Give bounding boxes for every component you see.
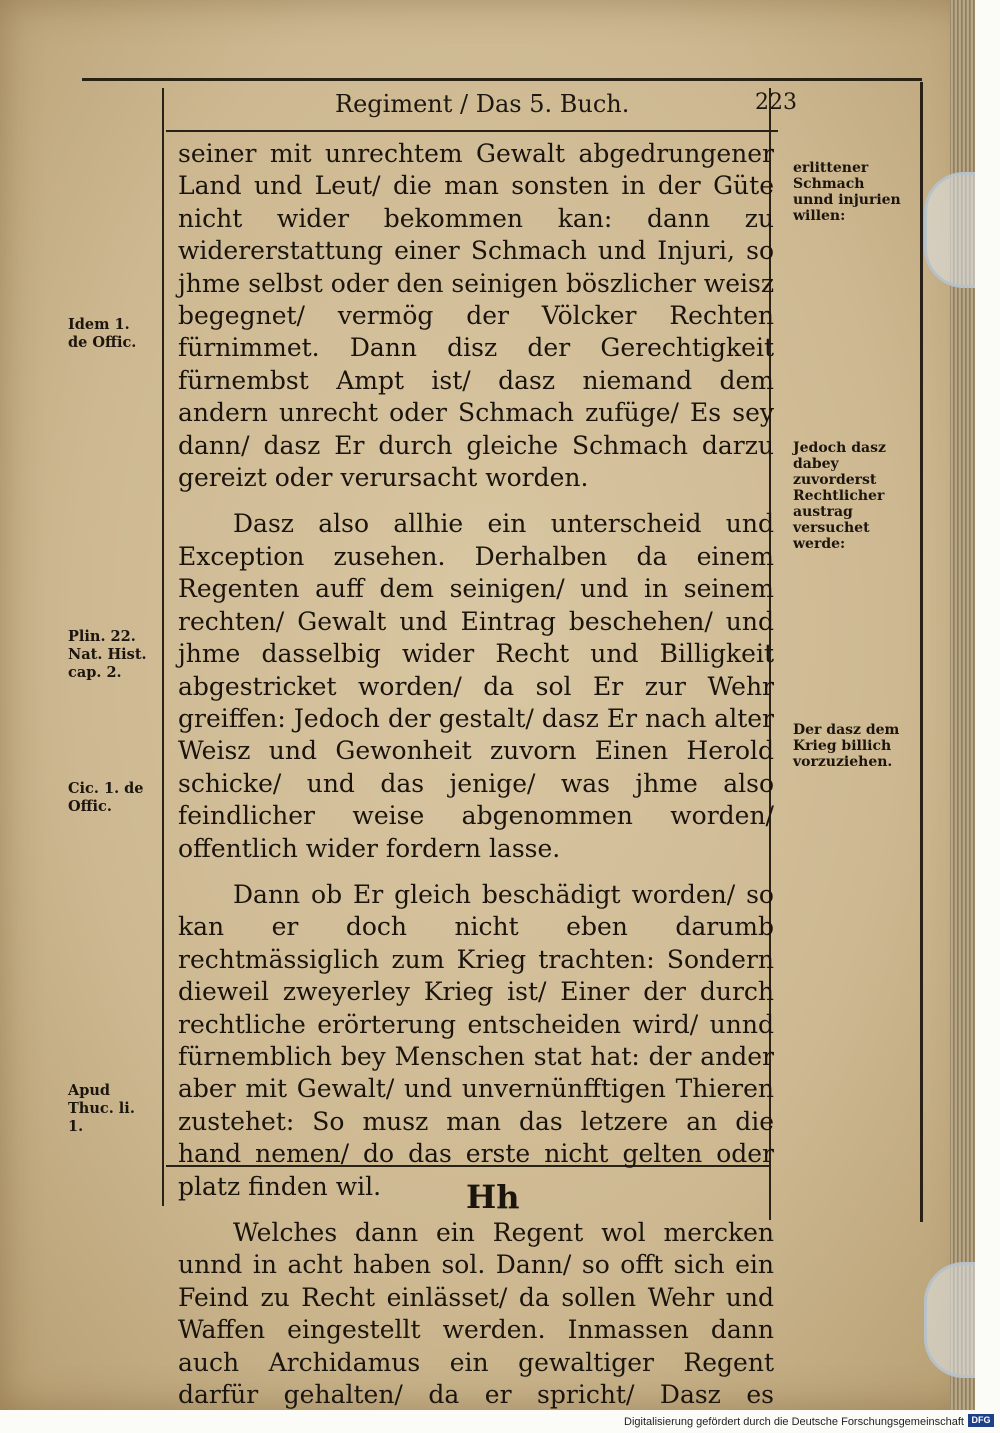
paragraph-4: Welches dann ein Regent wol mercken unnd in acht haben sol. Dann/ so offt sich ein Feind zu Recht einlässet/ da sollen Wehr und Waffen eingestellt werden. Inmassen dann auch Archidamus ein gewaltiger Regent darfür gehalten/ da er spricht/ Dasz es	[178, 1218, 774, 1410]
header-rule	[166, 130, 778, 132]
margin-note-right: Jedoch dasz dabey zuvorderst Rechtlicher austrag versuchet werde:	[793, 440, 886, 552]
margin-note-right: erlittener Schmach unnd injurien willen:	[793, 160, 901, 224]
running-header	[335, 90, 797, 130]
digitization-credit: Digitalisierung gefördert durch die Deutsche Forschungsgemeinschaft	[624, 1416, 964, 1428]
frame-rule-right-outer	[920, 82, 923, 1222]
frame-rule-left-inner	[162, 88, 164, 1206]
frame-rule-top	[82, 78, 922, 81]
dfg-logo: DFG	[968, 1414, 994, 1427]
margin-note-right: Der dasz dem Krieg billich vorzuziehen.	[793, 722, 900, 770]
running-title: Regiment / Das 5. Buch.	[335, 90, 630, 118]
signature-mark: Hh	[466, 1178, 520, 1216]
main-text-block	[178, 138, 774, 1410]
binding-tab-bottom	[924, 1262, 975, 1378]
paragraph-3: Dann ob Er gleich beschädigt worden/ so kan er doch nicht eben darumb rechtmässiglich zum Krieg trachten: Sondern dieweil zweyerley Krieg ist/ Einer der durch rechtliche erörterung entscheiden wird/ unnd fürnemblich bey Menschen stat hat: der ander aber mit Gewalt/ und unvernünfftigen Thieren zustehet: So musz man das letzere an die hand nemen/ do das erste nicht gelten oder platz finden wil.	[178, 879, 774, 1201]
binding-tab-top	[924, 172, 975, 288]
paragraph-1: seiner mit unrechtem Gewalt abgedrungener Land und Leut/ die man sonsten in der Güte nicht wider bekommen kan: dann zu widererstattung einer Schmach und Injuri, so jhme selbst oder den seinigen böszlicher weisz begegnet/ vermög der Völcker Rechten fürnimmet. Dann disz der Gerechtigkeit fürnembst Ampt ist/ dasz niemand dem andern unrecht oder Schmach zufüge/ Es sey dann/ dasz Er durch gleiche Schmach darzu gereizt oder verursacht worden.	[178, 139, 774, 493]
margin-note-left: Cic. 1. de Offic.	[68, 780, 144, 815]
paragraph-2: Dasz also allhie ein unterscheid und Exception zusehen. Derhalben da einem Regenten auff dem seinigen/ und in seinem rechten/ Gewalt und Eintrag beschehen/ und jhme dasselbig wider Recht und Billigkeit abgestricket worden/ da sol Er zur Wehr greiffen: Jedoch der gestalt/ dasz Er nach alter Weisz und Gewonheit zuvorn Einen Herold schicke/ und das jenige/ was jhme also feindlicher weise abgenommen worden/ offentlich wider fordern lasse.	[178, 509, 774, 863]
margin-note-left: Plin. 22. Nat. Hist. cap. 2.	[68, 628, 147, 681]
margin-note-left: Idem 1. de Offic.	[68, 316, 137, 351]
margin-note-left: Apud Thuc. li. 1.	[68, 1082, 135, 1135]
page-number: 223	[755, 90, 797, 115]
